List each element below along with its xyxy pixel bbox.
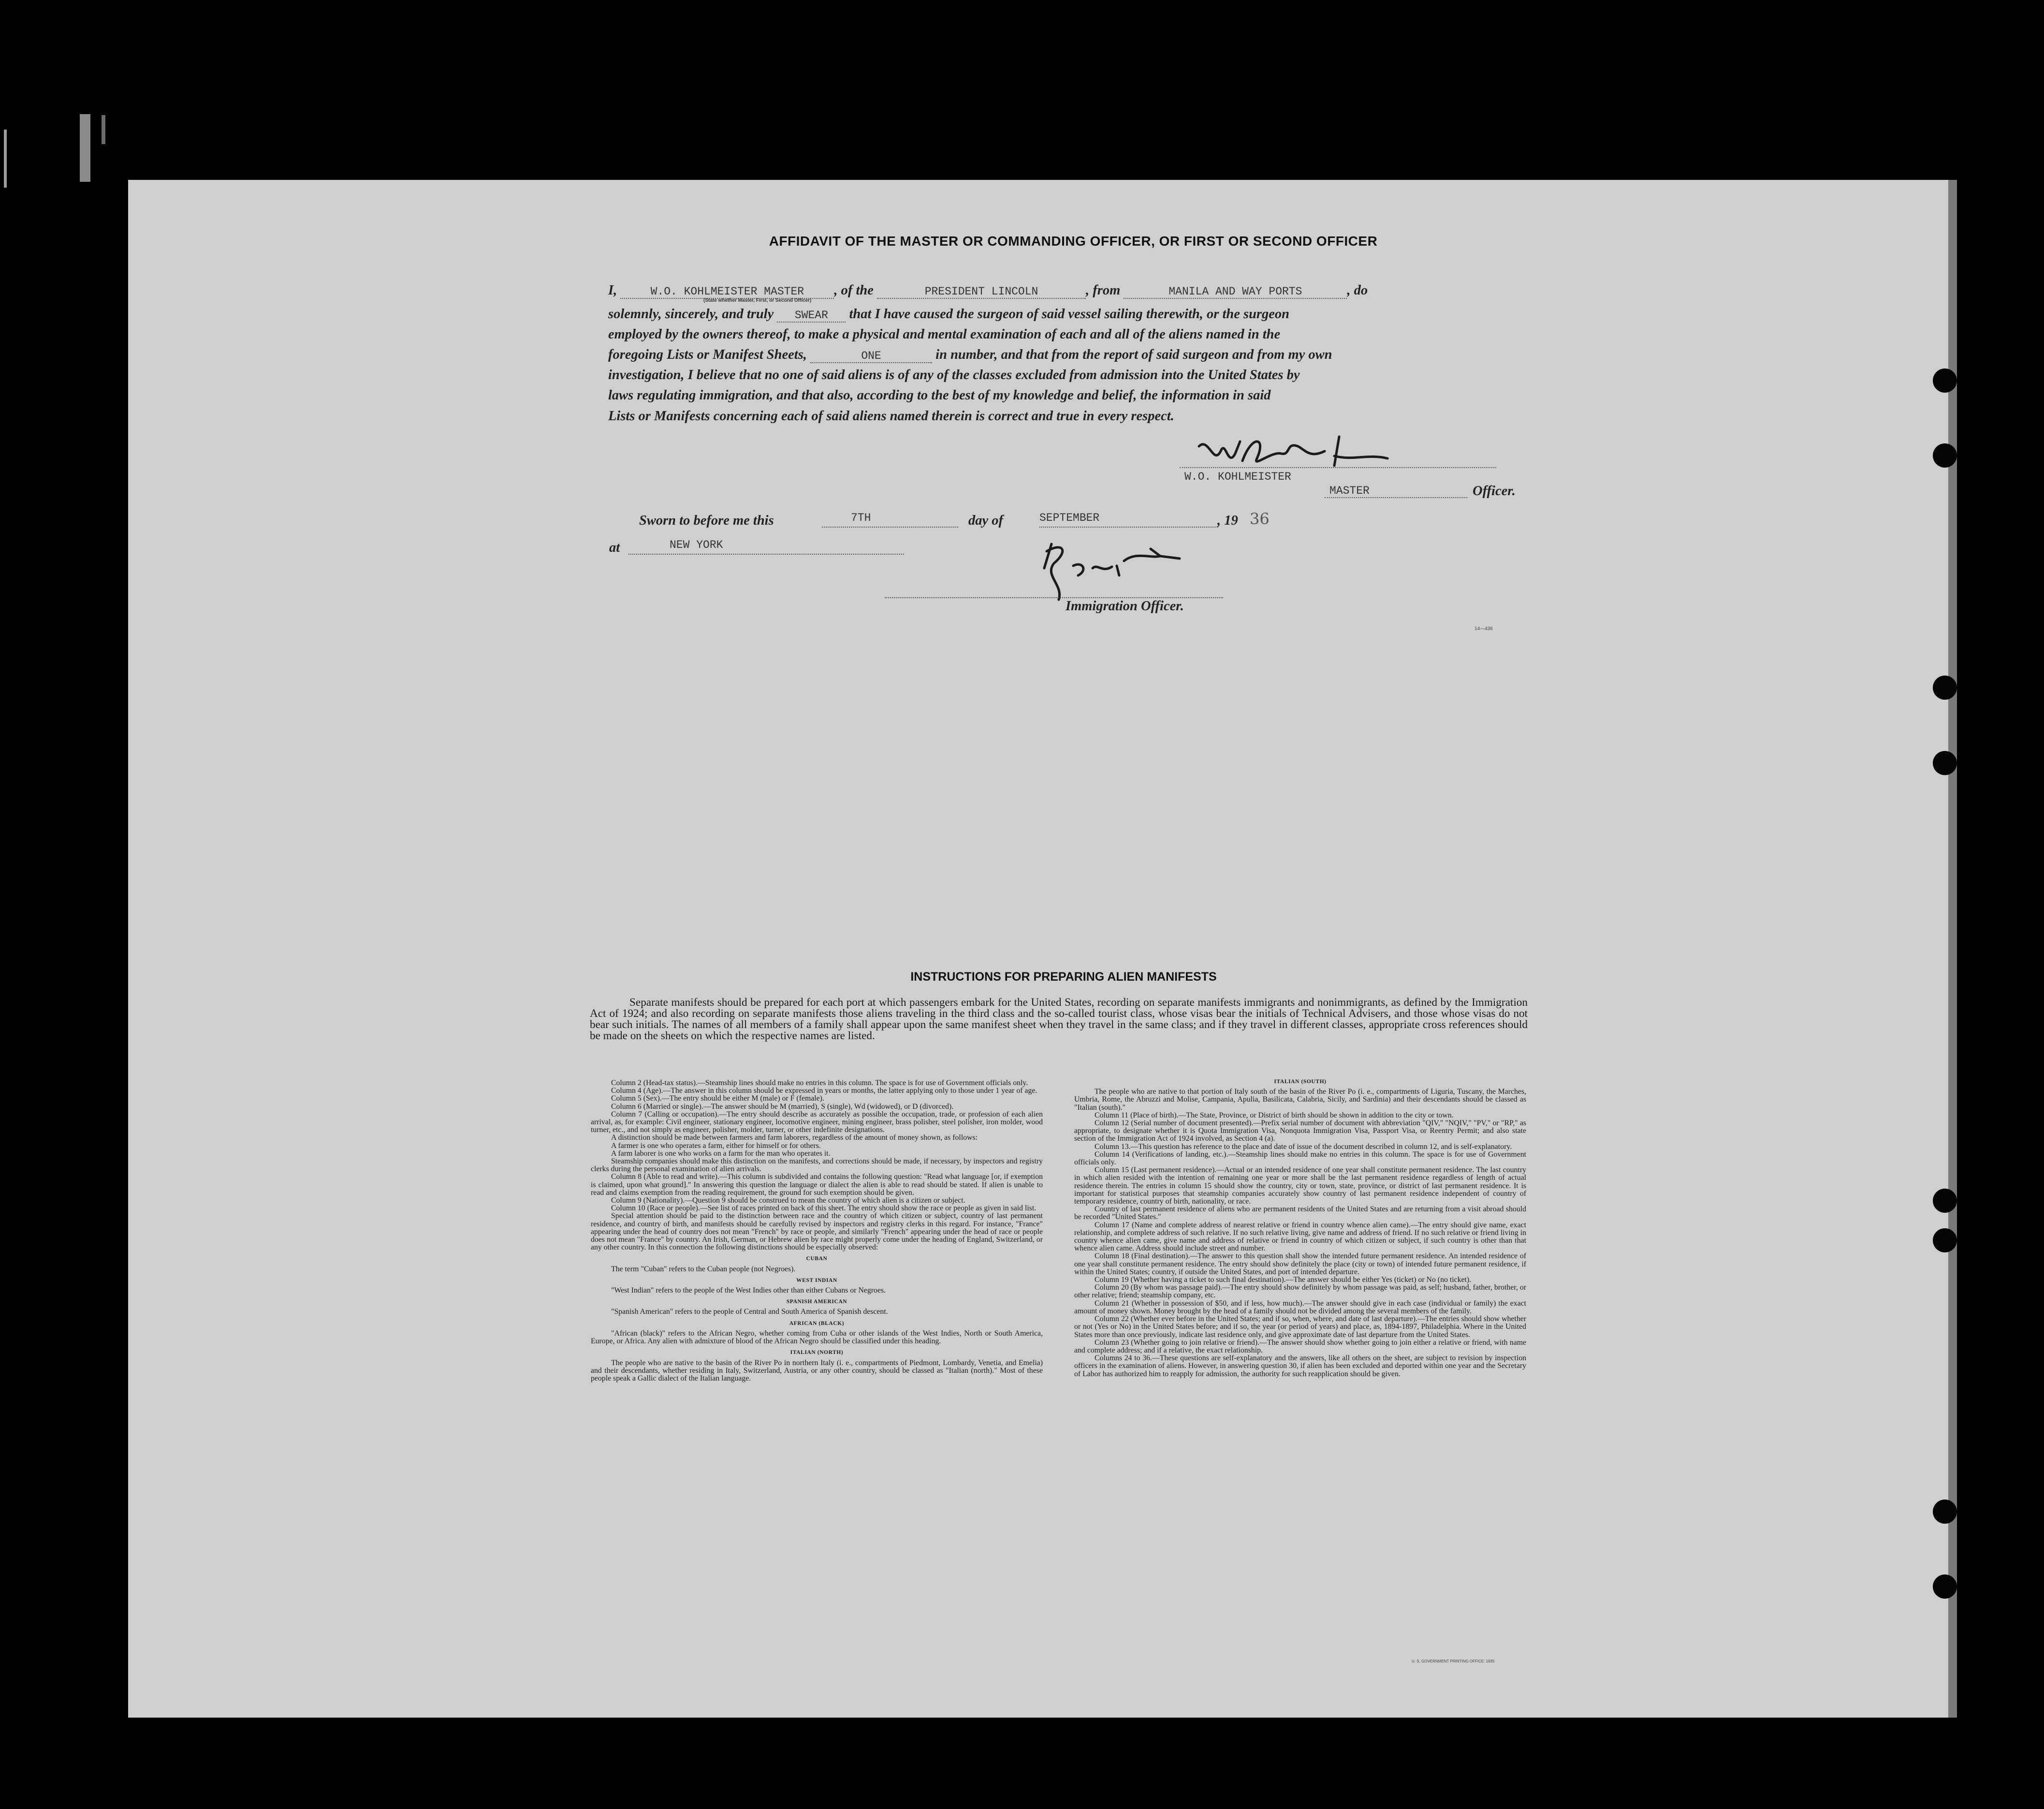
place-field: NEW YORK <box>670 539 723 551</box>
paragraph: Column 5 (Sex).—The entry should be either M (male) or F (female). <box>611 1094 824 1103</box>
year-prefix: , 19 <box>1217 513 1238 528</box>
binder-hole <box>1933 1500 1957 1524</box>
paragraph: Columns 24 to 36.—These questions are self-explanatory and the answers, like all others on the sheet, are subject to revision by inspection officers in the examination of aliens. However, in answering question 30, if alien has been excluded and deported within one year and the Secretary of Labor has authorized him to reapply for admission, the authority for such reapplication should be given. <box>1074 1354 1526 1378</box>
section-heading: ITALIAN (SOUTH) <box>1274 1079 1327 1085</box>
affidavit-line-2 <box>608 307 1529 323</box>
solemnly-text: solemnly, sincerely, and truly <box>608 307 774 322</box>
section-heading: SPANISH AMERICAN <box>786 1299 847 1305</box>
paragraph: Column 15 (Last permanent residence).—Actual or an intended residence of one year shall constitute permanent residence. The last country in which alien resided with the intention of remaining one year or more shall be the last permanent residence regardless of length of actual residence therein. The entries in column 15 should show the country, city or town, state, province, or district of last permanent residence. It is important for statistical purposes that steamship companies accurately show country of last permanent residence independent of country of temporary residence, country of birth, nationality, or race. <box>1074 1166 1526 1206</box>
paragraph: Special attention should be paid to the distinction between race and the country of which citizen or subject, country of last permanent residence, and country of birth, and manifests should be carefully revised by inspectors and registry clerks in this regard. For instance, "France" appearing under the head of country does not mean "French" by race or people, and similarly "French" appearing under the head of race or people does not mean "France" by country. An Irish, German, or Hebrew alien by race might properly come under the heading of England, Switzerland, or any other country. In this connection the following distinctions should be especially observed: <box>591 1212 1043 1252</box>
sworn-label: Sworn to before me this <box>639 513 774 528</box>
affidavit-line-1 <box>608 283 1529 299</box>
paragraph: Column 22 (Whether ever before in the United States; and if so, when, where, and date of last departure).—The entries should show whether or not (Yes or No) in the United States before; and if so, the year (or period of years) and place, as, 1894-1897, Philadelphia. Where in the United States more than once previously, indicate last residence only, and give approximate date of last departure from the United States. <box>1074 1315 1526 1339</box>
section-heading: WEST INDIAN <box>796 1277 837 1283</box>
line4-b: in number, and that from the report of said surgeon and from my own <box>935 347 1332 362</box>
binder-hole <box>1933 368 1957 393</box>
binder-hole <box>1933 1574 1957 1599</box>
i-label: I, <box>608 283 617 298</box>
instructions-left-column <box>591 1079 1043 1382</box>
affidavit-line-3: employed by the owners thereof, to make a physical and mental examination of each and all of the aliens named in the <box>608 327 1281 342</box>
paragraph: Column 2 (Head-tax status).—Steamship lines should make no entries in this column. The space is for use of Government officials only. <box>611 1079 1028 1087</box>
paragraph: Column 11 (Place of birth).—The State, Province, or District of birth should be shown in addition to the city or town. <box>1095 1111 1454 1119</box>
affidavit-line-6: laws regulating immigration, and that also, according to the best of my knowledge and belief, the information in said <box>608 388 1271 403</box>
paragraph: "West Indian" refers to the people of the West Indies other than either Cubans or Negroes. <box>611 1286 886 1295</box>
paragraph: Column 12 (Serial number of document presented).—Prefix serial number of document with abbreviation "QIV," "NQIV," "PV," or "RP," as appropriate, to designate whether it is Quota Immigration Visa, Nonquota Immigration Visa, Passport Visa, or Reentry Permit; and also state section of the Immigration Act of 1924 involved, as Section 4 (a). <box>1074 1119 1526 1143</box>
sheets-field: ONE <box>810 350 932 363</box>
paragraph: "Spanish American" refers to the people of Central and South America of Spanish descent. <box>611 1308 888 1316</box>
paragraph: The people who are native to the basin of the River Po in northern Italy (i. e., compartments of Piedmont, Lombardy, Venetia, and Emelia) and their descendants, whether residing in Italy, Switzerland, Austria, or any other country, should be classed as "Italian (north)." Most of these people speak a Gallic dialect of the Italian language. <box>591 1358 1043 1382</box>
place-line <box>628 554 904 555</box>
master-signature <box>1194 432 1397 475</box>
paragraph: Column 18 (Final destination).—The answer to this question shall show the intended future permanent residence. An intended residence of one year shall constitute permanent residence. The entry should show definitely the place (city or town) of intended future permanent residence, if within the United States; country, if outside the United States, and port of intended departure. <box>1074 1252 1526 1276</box>
paragraph: Column 6 (Married or single).—The answer should be M (married), S (single), Wd (widowed), or D (divorced). <box>611 1102 954 1111</box>
day-field: 7TH <box>851 512 871 524</box>
film-artifact <box>80 114 90 182</box>
section-heading: AFRICAN (BLACK) <box>789 1320 845 1326</box>
paragraph: The people who are native to that portion of Italy south of the basin of the River Po (i. e., compartments of Liguria, Tuscany, the Marches, Umbria, Rome, the Abruzzi and Molise, Campania, Apulia, Basilicata, Calabria, Sicily, and Sardinia) and their descendants should be classed as "Italian (south)." <box>1074 1088 1526 1112</box>
section-heading: ITALIAN (NORTH) <box>790 1350 844 1356</box>
paragraph: Country of last permanent residence of aliens who are permanent residents of the United States and are returning from a visit abroad should be recorded "United States." <box>1074 1205 1526 1221</box>
paragraph: Column 20 (By whom was passage paid).—The entry should show definitely by whom passage was paid, as self; husband, father, brother, or other relative; friend; steamship company, etc. <box>1074 1283 1526 1300</box>
month-line <box>1039 527 1218 528</box>
paragraph: Column 21 (Whether in possession of $50, and if less, how much).—The answer should give in each case (individual or family) the exact amount of money shown. Money brought by the head of a family should not be divided among the several members of the family. <box>1074 1299 1526 1315</box>
affidavit-title: AFFIDAVIT OF THE MASTER OR COMMANDING OFFICER, OR FIRST OR SECOND OFFICER <box>769 234 1378 249</box>
binder-hole <box>1933 751 1957 775</box>
immigration-officer-signature <box>1035 542 1194 604</box>
oath-field: SWEAR <box>777 309 846 323</box>
binder-hole <box>1933 443 1957 468</box>
paragraph: A farmer is one who operates a farm, either for himself or for others. <box>611 1141 821 1150</box>
rank-field: MASTER <box>1329 485 1370 497</box>
paragraph: Column 19 (Whether having a ticket to such final destination).—The answer should be either Yes (ticket) or No (no ticket). <box>1095 1276 1472 1284</box>
paragraph: Column 8 (Able to read and write).—This column is subdivided and contains the following question: "Read what language [or, if exemption is claimed, upon what ground]." In answering this question the language or dialect the alien is able to read should be stated. If alien is unable to read and claims exemption from the reading requirement, the ground for such exemption should be given. <box>591 1173 1043 1197</box>
officer-label: Officer. <box>1473 484 1516 499</box>
printing-office: U. S. GOVERNMENT PRINTING OFFICE: 1935 <box>1412 1659 1495 1663</box>
paragraph: Column 23 (Whether going to join relative or friend).—The answer should show whether going to join either a relative or friend, with name and complete address; and if a relative, the exact relationship. <box>1074 1338 1526 1354</box>
paragraph: The term "Cuban" refers to the Cuban people (not Negroes). <box>611 1265 796 1273</box>
immigration-officer-label: Immigration Officer. <box>1066 599 1184 614</box>
day-line <box>822 527 958 528</box>
officer-name-field: W.O. KOHLMEISTER MASTER <box>620 285 834 299</box>
instructions-title: INSTRUCTIONS FOR PREPARING ALIEN MANIFESTS <box>910 970 1217 984</box>
vessel-field: PRESIDENT LINCOLN <box>877 285 1086 299</box>
paragraph: Column 17 (Name and complete address of nearest relative or friend in country whence alien came).—The entry should give name, exact relationship, and complete address of such relative. If no such relative living, give name and address of friend. If no such relative or friend living in country whence alien came, give name and address of relative or friend in country of which citizen or subject, if such country is other than that whence alien came. Address should include street and number. <box>1074 1221 1526 1253</box>
section-heading: CUBAN <box>806 1256 828 1262</box>
immigration-officer-line <box>885 597 1223 598</box>
year-field: 36 <box>1250 510 1270 528</box>
film-artifact <box>102 115 105 144</box>
paragraph: A farm laborer is one who works on a farm for the man who operates it. <box>611 1149 831 1158</box>
affidavit-line-4 <box>608 347 1529 363</box>
line2-text: that I have caused the surgeon of said vessel sailing therewith, or the surgeon <box>849 307 1290 322</box>
affidavit-line-5: investigation, I believe that no one of said aliens is of any of the classes excluded from admission into the United States by <box>608 368 1300 382</box>
film-artifact <box>4 130 7 188</box>
rank-line <box>1325 497 1467 498</box>
line4-a: foregoing Lists or Manifest Sheets, <box>608 347 807 362</box>
affidavit-line-7: Lists or Manifests concerning each of said aliens named therein is correct and true in every respect. <box>608 409 1174 424</box>
binder-hole <box>1933 676 1957 700</box>
paragraph: Column 14 (Verifications of landing, etc.).—Steamship lines should make no entries in this column. The space is for use of Government officials only. <box>1074 1150 1526 1167</box>
day-of-label: day of <box>968 513 1004 528</box>
binder-hole <box>1933 1189 1957 1213</box>
typed-signature: W.O. KOHLMEISTER <box>1184 471 1291 483</box>
paragraph: Column 10 (Race or people).—See list of races printed on back of this sheet. The entry should show the race or people as given in said list. <box>611 1204 1037 1213</box>
form-number: 14—436 <box>1475 626 1493 632</box>
officer-note: (State whether Master, First, or Second Officer) <box>703 298 812 303</box>
paragraph: Column 13.—This question has reference to the place and date of issue of the document described in column 12, and is self-explanatory. <box>1095 1142 1512 1151</box>
master-signature-line <box>1180 467 1496 468</box>
port-field: MANILA AND WAY PORTS <box>1124 285 1347 299</box>
month-field: SEPTEMBER <box>1039 512 1100 524</box>
paragraph: Column 7 (Calling or occupation).—The entry should describe as accurately as possible the occupation, trade, or profession of each alien arrival, as, for example: Civil engineer, stationary engineer, locomotive engineer, mining engineer, brass polisher, steel polisher, iron molder, wood turner, etc., and not simply as engineer, polisher, molder, turner, or other indefinite designations. <box>591 1110 1043 1134</box>
paragraph: Column 4 (Age).—The answer in this column should be expressed in years or months, the latter applying only to those under 1 year of age. <box>611 1087 1037 1095</box>
binder-hole <box>1933 1228 1957 1252</box>
instructions-right-column <box>1074 1074 1526 1378</box>
paragraph: "African (black)" refers to the African Negro, whether coming from Cuba or other islands of the West Indies, North or South America, Europe, or Africa. Any alien with admixture of blood of the African Negro should be classified under this heading. <box>591 1329 1043 1346</box>
of-the-label: , of the <box>834 283 874 298</box>
paragraph: Column 9 (Nationality).—Question 9 should be construed to mean the country of which alien is a citizen or subject. <box>611 1196 965 1205</box>
paragraph: A distinction should be made between farmers and farm laborers, regardless of the amount of money shown, as follows: <box>611 1133 978 1142</box>
paragraph: Steamship companies should make this distinction on the manifests, and corrections should be made, if necessary, by inspectors and registry clerks during the personal examination of alien arrivals. <box>591 1157 1043 1174</box>
do-label: , do <box>1347 283 1368 298</box>
instructions-intro: Separate manifests should be prepared for each port at which passengers embark for the United States, recording on separate manifests immigrants and nonimmigrants, as defined by the Immigration Act of 1924; and also recording on separate manifests those aliens traveling in the third class and the so-called tourist class, whose visas bear the initials of Technical Advisers, and those whose visas do not bear such initials. The names of all members of a family shall appear upon the same manifest sheet when they travel in the same class; and if they travel in different classes, appropriate cross references should be made on the sheets on which the respective names are listed. <box>590 996 1528 1042</box>
from-label: , from <box>1086 283 1121 298</box>
at-label: at <box>609 540 620 555</box>
